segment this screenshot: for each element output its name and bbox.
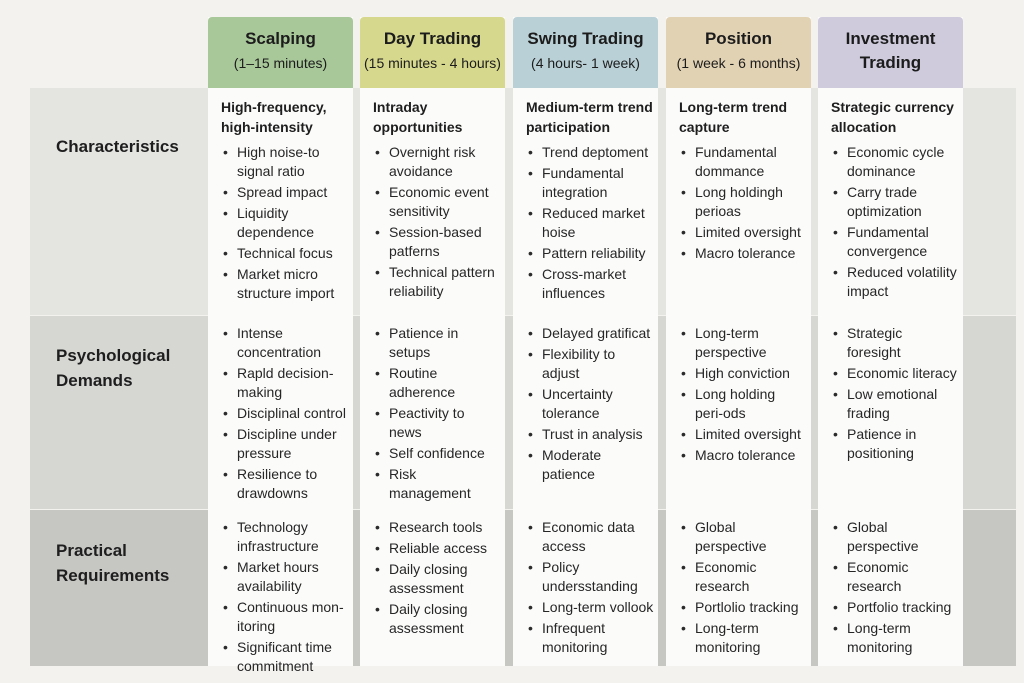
cell-heading: Intraday opportunities — [373, 99, 463, 135]
column-header — [513, 17, 658, 88]
list-item: • Low emotional frading — [831, 385, 959, 423]
list-item: • Economic data access — [526, 518, 654, 556]
column-title: Scalping — [245, 29, 316, 48]
list-item: • Peactivity to news — [373, 404, 501, 442]
cell-practical — [513, 518, 658, 659]
list-item: • Macro tolerance — [679, 446, 807, 465]
column-5 — [818, 17, 963, 666]
list-item: • Portlolio tracking — [679, 598, 807, 617]
bullet-list — [373, 324, 501, 503]
list-item: • Patience in setups — [373, 324, 501, 362]
cell-characteristics — [513, 97, 658, 305]
row-label-practical: Practical Requirements — [56, 541, 170, 585]
list-item: • Disciplinal control — [221, 404, 349, 423]
list-item: • Global perspective — [679, 518, 807, 556]
list-item: • Strategic foresight — [831, 324, 959, 362]
list-item: • Long holdingh perioas — [679, 183, 807, 221]
column-title: Swing Trading — [527, 29, 644, 48]
list-item: • Infrequent monitoring — [526, 619, 654, 657]
list-item: • Long-term vollook — [526, 598, 654, 617]
bullet-list — [679, 518, 807, 657]
list-item: • Technical focus — [221, 244, 349, 263]
list-item: • Economic literacy — [831, 364, 959, 383]
cell-characteristics — [360, 97, 505, 303]
cell-practical — [208, 518, 353, 678]
list-item: • Technology infrastructure — [221, 518, 349, 556]
list-item: • Resilience to drawdowns — [221, 465, 349, 503]
cell-practical — [360, 518, 505, 640]
list-item: • Global perspective — [831, 518, 959, 556]
list-item: • Daily closing assessment — [373, 560, 501, 598]
cell-characteristics — [818, 97, 963, 303]
list-item: • Significant time commitment — [221, 638, 349, 676]
column-subtitle: (4 hours- 1 week) — [531, 55, 640, 71]
list-item: • Overnight risk avoidance — [373, 143, 501, 181]
cell-psychological — [513, 324, 658, 486]
cell-heading: High-frequency, high-intensity — [221, 99, 327, 135]
row-label-characteristics: Characteristics — [56, 137, 179, 156]
list-item: • Policy undersstanding — [526, 558, 654, 596]
list-item: • Routine adherence — [373, 364, 501, 402]
column-subtitle: (1–15 minutes) — [233, 55, 328, 71]
list-item: • Continuous mon-itoring — [221, 598, 349, 636]
bullet-list — [831, 518, 959, 657]
list-item: • Discipline under pressure — [221, 425, 349, 463]
bullet-list — [221, 143, 349, 303]
list-item: • Delayed gratificat — [526, 324, 654, 343]
bullet-list — [526, 518, 654, 657]
list-item: • Fundamental integration — [526, 164, 654, 202]
column-1 — [208, 17, 353, 674]
list-item: • Self confidence — [373, 444, 501, 463]
bullet-list — [373, 518, 501, 638]
list-item: • High noise-to signal ratio — [221, 143, 349, 181]
list-item: • Moderate patience — [526, 446, 654, 484]
bullet-list — [831, 324, 959, 463]
column-header — [208, 17, 353, 88]
list-item: • Fundamental convergence — [831, 223, 959, 261]
column-title: Investment Trading — [845, 29, 936, 72]
cell-psychological — [208, 324, 353, 505]
list-item: • Patience in positioning — [831, 425, 959, 463]
list-item: • Trust in analysis — [526, 425, 654, 444]
row-label-psychological: Psychological Demands — [56, 346, 171, 390]
list-item: • Long-term monitoring — [831, 619, 959, 657]
list-item: • Pattern reliability — [526, 244, 654, 263]
list-item: • Trend deptoment — [526, 143, 654, 162]
list-item: • Long holding peri-ods — [679, 385, 807, 423]
list-item: • Liquidity dependence — [221, 204, 349, 242]
column-header — [666, 17, 811, 88]
list-item: • Market hours availability — [221, 558, 349, 596]
list-item: • Economic event sensitivity — [373, 183, 501, 221]
column-subtitle: (1 week - 6 months) — [676, 55, 801, 71]
list-item: • Reduced volatility impact — [831, 263, 959, 301]
list-item: • Uncertainty tolerance — [526, 385, 654, 423]
column-4 — [666, 17, 811, 666]
list-item: • Economic research — [679, 558, 807, 596]
cell-psychological — [818, 324, 963, 465]
list-item: • Technical pattern reliability — [373, 263, 501, 301]
cell-practical — [666, 518, 811, 659]
list-item: • Fundamental dommance — [679, 143, 807, 181]
list-item: • High conviction — [679, 364, 807, 383]
list-item: • Long-term monitoring — [679, 619, 807, 657]
column-title: Position — [704, 29, 773, 48]
bullet-list — [526, 143, 654, 303]
list-item: • Portfolio tracking — [831, 598, 959, 617]
column-title: Day Trading — [383, 29, 482, 48]
column-3 — [513, 17, 658, 666]
bullet-list — [831, 143, 959, 301]
list-item: • Reduced market hoise — [526, 204, 654, 242]
list-item: • Long-term perspective — [679, 324, 807, 362]
list-item: • Reliable access — [373, 539, 501, 558]
list-item: • Session-based patferns — [373, 223, 501, 261]
list-item: • Flexibility to adjust — [526, 345, 654, 383]
cell-characteristics — [666, 97, 811, 265]
column-subtitle: (15 minutes - 4 hours) — [364, 55, 501, 71]
list-item: • Research tools — [373, 518, 501, 537]
cell-characteristics — [208, 97, 353, 305]
bullet-list — [221, 324, 349, 503]
cell-heading: Medium-term trend participation — [526, 99, 653, 135]
list-item: • Spread impact — [221, 183, 349, 202]
bullet-list — [526, 324, 654, 484]
column-header — [360, 17, 505, 88]
column-2 — [360, 17, 505, 666]
list-item: • Market micro structure import — [221, 265, 349, 303]
list-item: • Limited oversight — [679, 425, 807, 444]
bullet-list — [679, 143, 807, 263]
list-item: • Risk management — [373, 465, 501, 503]
list-item: • Intense concentration — [221, 324, 349, 362]
list-item: • Economic cycle dominance — [831, 143, 959, 181]
list-item: • Economic research — [831, 558, 959, 596]
cell-psychological — [666, 324, 811, 467]
cell-psychological — [360, 324, 505, 505]
list-item: • Limited oversight — [679, 223, 807, 242]
cell-practical — [818, 518, 963, 659]
list-item: • Daily closing assessment — [373, 600, 501, 638]
column-header — [818, 17, 963, 88]
cell-heading: Strategic currency allocation — [831, 99, 954, 135]
list-item: • Cross-market influences — [526, 265, 654, 303]
list-item: • Rapld decision-making — [221, 364, 349, 402]
list-item: • Carry trade optimization — [831, 183, 959, 221]
bullet-list — [679, 324, 807, 465]
list-item: • Macro tolerance — [679, 244, 807, 263]
bullet-list — [221, 518, 349, 676]
bullet-list — [373, 143, 501, 301]
cell-heading: Long-term trend capture — [679, 99, 788, 135]
